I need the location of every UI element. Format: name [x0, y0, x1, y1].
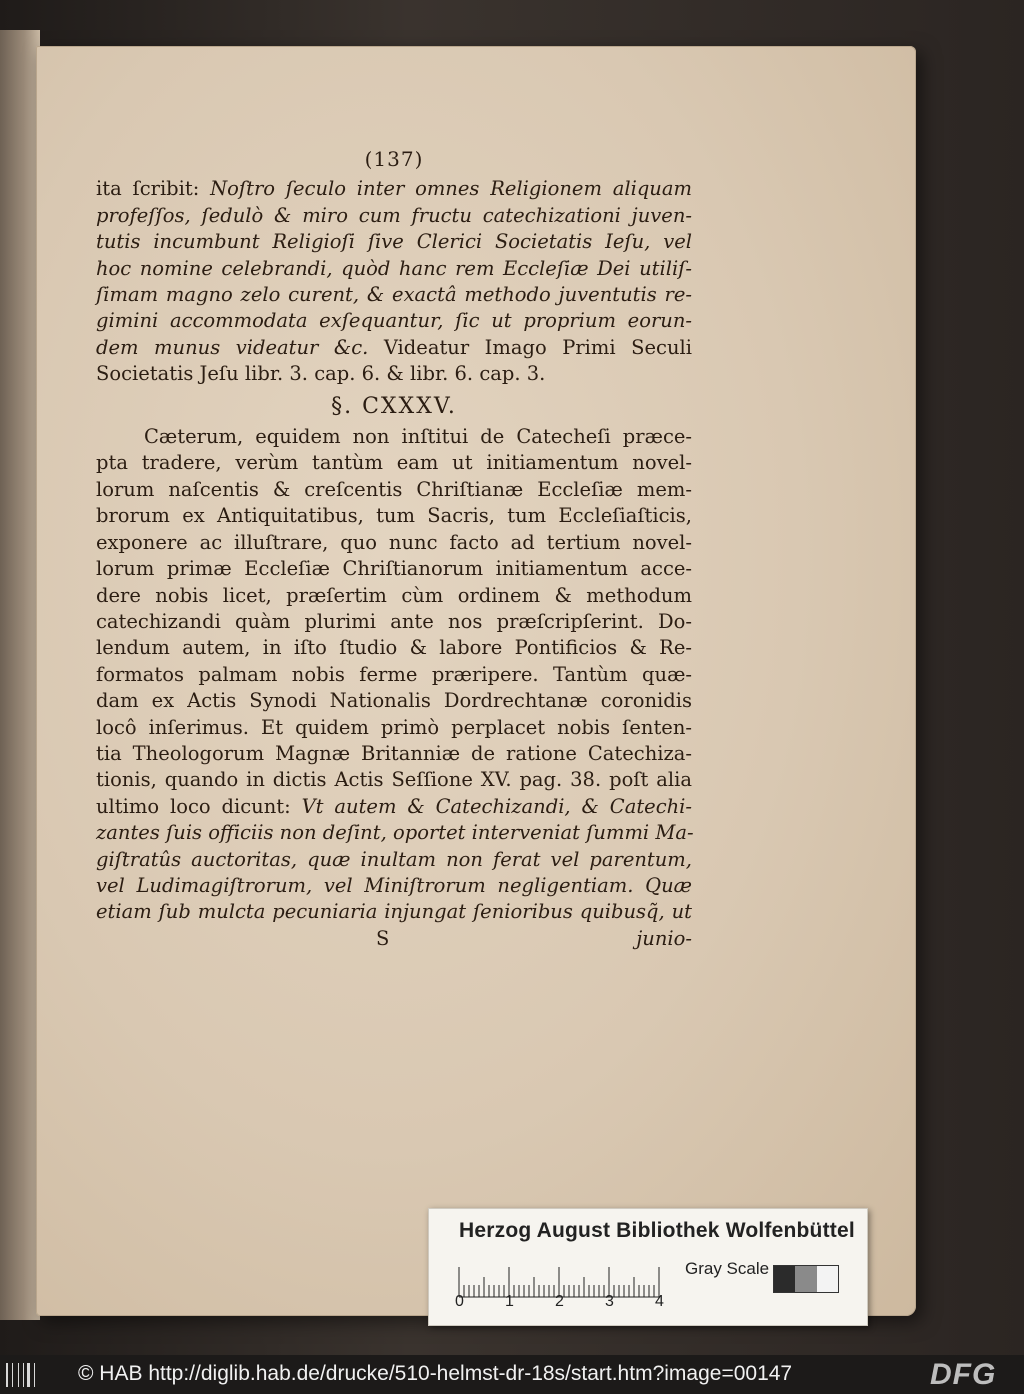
roman-text: ultimo loco dicunt:	[96, 794, 302, 818]
text-line	[96, 424, 692, 450]
roman-text: Societatis Jeſu libr. 3. cap. 6. & libr. 6. cap. 3.	[96, 362, 546, 386]
roman-text: dam ex Actis Synodi Nationalis Dordrechtanæ coronidis	[96, 689, 692, 713]
text-line	[96, 256, 692, 282]
roman-text: lorum primæ Eccleſiæ Chriſtianorum initiamentum acce-	[96, 557, 692, 581]
gray-scale-label: Gray Scale	[685, 1259, 770, 1278]
barcode-bar	[34, 1363, 35, 1387]
italic-text: profeſſos, ſedulò & miro cum fructu catechizationi juven-	[96, 203, 692, 227]
text-line	[96, 176, 692, 202]
ruler-number: 3	[605, 1293, 614, 1310]
gray-swatch	[795, 1266, 816, 1292]
text-line	[96, 308, 692, 334]
text-line	[96, 873, 692, 899]
roman-text: catechizandi quàm plurimi ante nos præſcripſerint. Do-	[96, 609, 692, 633]
text-line	[96, 361, 692, 387]
text-line	[96, 662, 692, 688]
barcode-icon	[6, 1363, 46, 1387]
italic-text: Noſtro ſeculo inter omnes Religionem aliquam	[210, 177, 692, 201]
italic-text: giſtratûs auctoritas, quæ inultam non ferat vel parentum,	[96, 847, 692, 871]
italic-text: zantes ſuis officiis non deſint, oportet interveniat ſummi Ma-	[96, 821, 694, 845]
italic-text: gimini accommodata exſequantur, ſic ut proprium eorun-	[96, 309, 692, 333]
italic-text: vel Ludimagiſtrorum, vel Miniſtrorum negligentiam. Quæ	[96, 873, 692, 897]
ruler-number: 1	[505, 1293, 514, 1310]
section-heading: §. CXXXV.	[331, 393, 457, 419]
signature-mark: S	[376, 926, 390, 950]
roman-text: exponere ac illuſtrare, quo nunc facto ad tertium novel-	[96, 530, 692, 554]
text-line	[96, 335, 692, 361]
text-line	[96, 794, 692, 820]
roman-text: dere nobis licet, præſertim cùm ordinem & methodum	[96, 583, 692, 607]
text-line	[96, 556, 692, 582]
paragraph-after	[96, 424, 692, 926]
text-line	[96, 741, 692, 767]
library-name: Herzog August Bibliothek Wolfenbüttel	[459, 1219, 855, 1242]
text-line	[96, 609, 692, 635]
barcode-bar	[18, 1363, 19, 1387]
italic-text: etiam ſub mulcta pecuniaria injungat ſenioribus quibusq̃, ut	[96, 900, 692, 924]
book-spine	[0, 30, 40, 1320]
italic-text: hoc nomine celebrandi, quòd hanc rem Eccleſiæ Dei utiliſ-	[96, 256, 692, 280]
text-line	[96, 530, 692, 556]
italic-text: Vt autem & Catechizandi, & Catechi-	[301, 794, 692, 818]
text-line	[96, 282, 692, 308]
italic-text: ſimam magno zelo curent, & exactâ methodo juventutis re-	[96, 283, 692, 307]
barcode-bar	[6, 1363, 8, 1387]
page-text	[96, 146, 692, 952]
text-line	[96, 847, 692, 873]
dfg-logo: DFG	[930, 1358, 997, 1391]
italic-text: tutis incumbunt Religioſi ſive Clerici Societatis Ieſu, vel	[96, 230, 692, 254]
ruler-number: 0	[455, 1293, 464, 1310]
roman-text: locô inſerimus. Et quidem primò perplacet nobis ſenten-	[96, 715, 692, 739]
color-calibration-card	[428, 1208, 868, 1326]
catchword: junio-	[636, 926, 692, 950]
roman-text: lendum autem, in iſto ſtudio & labore Pontificios & Re-	[96, 636, 692, 660]
roman-text: lorum naſcentis & creſcentis Chriſtianæ Eccleſiæ mem-	[96, 477, 692, 501]
roman-text: Cæterum, equidem non inſtitui de Catecheſi præce-	[144, 425, 692, 449]
gray-scale-swatches	[773, 1265, 839, 1293]
text-line	[96, 820, 692, 846]
barcode-bar	[23, 1363, 24, 1387]
text-line	[96, 688, 692, 714]
gray-swatch	[774, 1266, 795, 1292]
ruler-number: 4	[655, 1293, 664, 1310]
text-line	[96, 229, 692, 255]
roman-text: brorum ex Antiquitatibus, tum Sacris, tum Eccleſiaſticis,	[96, 504, 692, 528]
text-line	[96, 715, 692, 741]
paragraph-before	[96, 176, 692, 387]
text-line	[96, 635, 692, 661]
gray-swatch	[817, 1266, 838, 1292]
text-line	[96, 767, 692, 793]
roman-text: ita ſcribit:	[96, 177, 211, 201]
italic-text: dem munus videatur &c.	[96, 335, 369, 359]
text-line	[96, 203, 692, 229]
roman-text: tionis, quando in dictis Actis Seſſione XV. pag. 38. poſt alia	[96, 768, 692, 792]
roman-text: pta tradere, verùm tantùm eam ut initiamentum novel-	[96, 451, 692, 475]
roman-text: formatos palmam nobis ferme præripere. Tantùm quæ-	[96, 662, 692, 686]
barcode-bar	[12, 1363, 13, 1387]
ruler-number: 2	[555, 1293, 564, 1310]
viewer-footer	[0, 1355, 1024, 1394]
barcode-bar	[27, 1363, 30, 1387]
roman-text: Videatur Imago Primi Seculi	[368, 335, 692, 359]
text-line	[96, 583, 692, 609]
roman-text: tia Theologorum Magnæ Britanniæ de ratione Catechiza-	[96, 741, 692, 765]
page-footer-line	[96, 926, 692, 952]
text-line	[96, 477, 692, 503]
text-line	[96, 503, 692, 529]
page-number: (137)	[364, 147, 424, 171]
copyright-url[interactable]: © HAB http://diglib.hab.de/drucke/510-helmst-dr-18s/start.htm?image=00147	[78, 1362, 793, 1385]
text-line	[96, 450, 692, 476]
text-line	[96, 899, 692, 925]
